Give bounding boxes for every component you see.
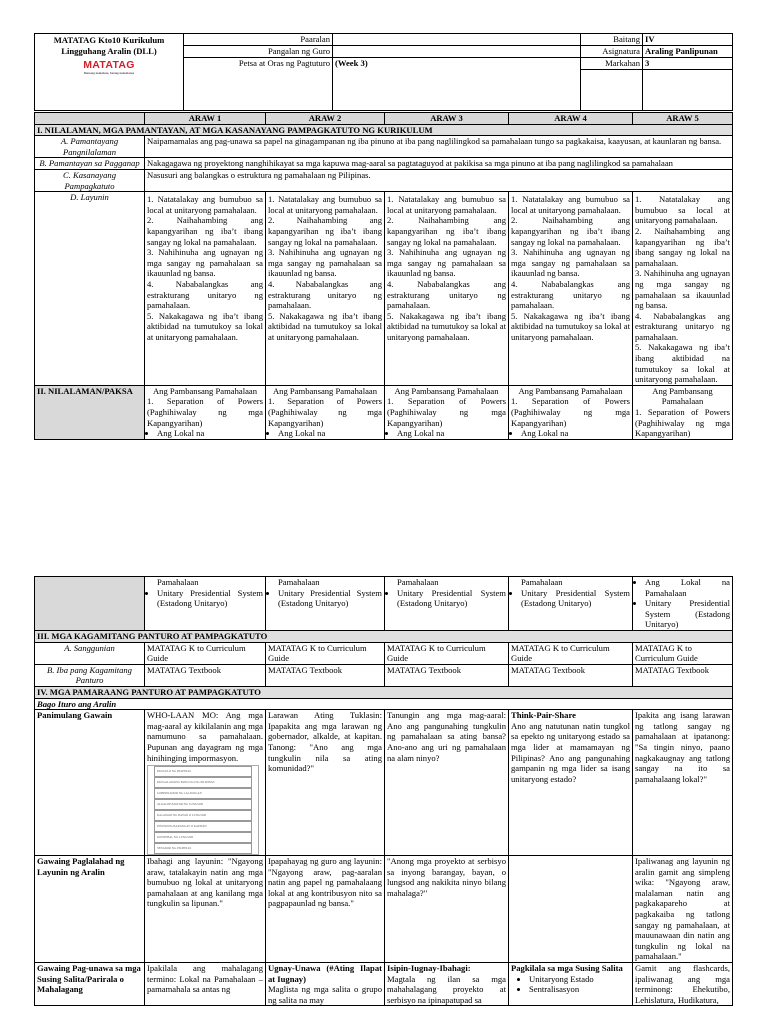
leaders-diagram — [147, 765, 259, 855]
layunin-day4 — [509, 192, 633, 386]
isipin-text: Magtala ng ilan sa mga mahahalagang proyekto at serbisyo na ipinapatupad sa — [387, 973, 506, 1005]
kagamitan-day4: MATATAG Textbook — [509, 664, 633, 686]
ugnay-title: Ugnay-Unawa (#Ating Ilapat at Iugnay) — [268, 963, 382, 984]
logo-text: MATATAG — [83, 59, 135, 71]
dll-table-page2 — [34, 576, 733, 1006]
pagunawa-day5: Gamit ang flashcards, ipaliwanag ang mga terminong: Ehekutibo, Lehislatura, Hudikatura, — [633, 963, 733, 1006]
diagram-row: KONSEHAL NG LUNGSOD — [154, 832, 252, 843]
kagamitan-day1: MATATAG Textbook — [145, 664, 266, 686]
petsa-label: Petsa at Oras ng Pagtuturo — [184, 57, 333, 110]
bullet-item: • Ang Lokal na Pamahalaan — [645, 577, 730, 598]
guro-value[interactable] — [333, 45, 581, 57]
nilalaman-bullets — [387, 588, 506, 609]
asignatura-value: Araling Panlipunan — [643, 45, 733, 57]
nilalaman-title: Ang Pambansang Pamahalaan — [394, 385, 499, 396]
section3-title: III. MGA KAGAMITANG PANTURO AT PAMPAGKATUTO — [35, 630, 733, 642]
bullet-item: • Ang Lokal na — [397, 428, 506, 439]
nilalaman-bullets — [635, 577, 730, 630]
nilalaman-bullets — [268, 428, 382, 439]
section1-title: I. NILALAMAN, MGA PAMANTAYAN, AT MGA KASANAYANG PAMPAGKATUTO NG KURIKULUM — [35, 124, 733, 136]
nilalaman-bullets — [268, 588, 382, 609]
panimula-text: WHO-LAAN MO: Ang mga mag-aaral ay kikilalanin ang mga namumuno sa pamahalaan. Pupunan ang dayagram ng mga hinihinging impormasyon. — [147, 710, 263, 763]
objective: 2. Naihahambing ang kapangyarihan ng iba’t ibang sangay ng lokal na pamahalaan. — [635, 225, 730, 268]
objective: 3. Nahihinuha ang ugnayan ng mga sangay ng pamahalaan sa ikauunlad ng bansa. — [511, 247, 630, 279]
diagram-row: SENADOR NG PILIPINAS — [154, 843, 252, 854]
objective: 3. Nahihinuha ang ugnayan ng mga sangay ng pamahalaan sa ikauunlad ng bansa. — [387, 247, 506, 279]
bullet-item: • Ang Lokal na — [157, 428, 263, 439]
layunin-day2 — [266, 192, 385, 386]
pamantayan-pagganap-text: Nakagagawa ng proyektong nanghihikayat sa mga kapuwa mag-aaral sa pagtataguyod at pakikisa sa mga pinuno at iba pang naglilingkod sa pamahalaan — [145, 158, 733, 170]
objective: 4. Nababalangkas ang estrakturang unitaryo ng pamahalaan. — [147, 278, 263, 311]
day-header-1: ARAW 1 — [145, 113, 266, 125]
bullet-item: • Unitary Presidential System (Estadong Unitaryo) — [645, 598, 730, 630]
day-header-5: ARAW 5 — [633, 113, 733, 125]
objective: 2. Naihahambing ang kapangyarihan ng iba’t ibang sangay ng lokal na pamahalaan. — [387, 215, 506, 247]
school-title: MATATAG Kto10 Kurikulum Lingguhang Aralin (DLL) — [53, 35, 165, 56]
objective: 1. Natatalakay ang bumubuo sa local at unitaryong pamahalaan. — [268, 194, 382, 215]
objective: 1. Natatalakay ang bumubuo sa local at unitaryong pamahalaan. — [147, 194, 263, 215]
markahan-label: Markahan — [581, 57, 643, 69]
week-label: (Week 3) — [333, 57, 581, 110]
paglalahad-day3: "Anong mga proyekto at serbisyo sa inyong barangay, bayan, o lungsod ang nakikita ninyo bilang mahalaga?" — [385, 856, 509, 963]
sanggunian-day5: MATATAG K to Curriculum Guide — [633, 642, 733, 664]
objective: 5. Nakakagawa ng iba’t ibang aktibidad na tumutukoy sa lokal at unitaryong pamahalaan. — [635, 342, 730, 385]
objective: 4. Nababalangkas ang estrakturang unitaryo ng pamahalaan. — [268, 278, 382, 311]
nilalaman-item: 1. Separation of Powers (Paghihiwalay ng mga Kapangyarihan) — [147, 396, 263, 428]
objective: 2. Naihahambing ang kapangyarihan ng iba’t ibang sangay ng lokal na pamahalaan. — [511, 215, 630, 247]
think-pair-share-text: Ano ang natutunan natin tungkol sa epekto ng unitaryong estado sa mga lider at mamamayan ng Pilipinas? Ano ang pangunahing gampanin ng mga lider sa isang unitaryong estado? — [511, 720, 630, 784]
paglalahad-label: Gawaing Paglalahad ng Layunin ng Aralin — [35, 856, 145, 963]
kagamitan-label: B. Iba pang Kagamitang Panturo — [35, 664, 145, 686]
empty-cell — [643, 69, 733, 110]
pagunawa-day4 — [509, 963, 633, 1006]
nilalaman-day4 — [509, 385, 633, 439]
nilalaman-day3 — [385, 385, 509, 439]
pagunawa-label: Gawaing Pag-unawa sa mga Susing Salita/Parirala o Mahalagang — [35, 963, 145, 1006]
panimula-day4 — [509, 710, 633, 856]
pamantayang-pangnilalaman-label: A. Pamantayang Pangnilalaman — [35, 136, 145, 158]
bullet-item: • Unitary Presidential System (Estadong Unitaryo) — [157, 588, 263, 609]
nilalaman-day1 — [145, 385, 266, 439]
pamantayan-pagganap-label: B. Pamantayan sa Pagganap — [35, 158, 145, 170]
bullet-item: • Ang Lokal na — [521, 428, 630, 439]
paaralan-label: Paaralan — [184, 34, 333, 46]
nilalaman-cont-day4 — [509, 577, 633, 631]
objective: 5. Nakakagawa ng iba’t ibang aktibidad na tumutukoy sa lokal at unitaryong pamahalaan. — [387, 310, 506, 342]
bullet-cont: Pamahalaan — [397, 577, 439, 587]
paglalahad-day2: Ipapahayag ng guro ang layunin: "Ngayong araw, pag-aaralan natin ang papel ng pamahalaang lokal at ang kontribusyon nito sa pagpapaunlad ng bansa." — [266, 856, 385, 963]
nilalaman-title: Ang Pambansang Pamahalaan — [652, 385, 713, 407]
objective: 1. Natatalakay ang bumubuo sa local at unitaryong pamahalaan. — [511, 194, 630, 215]
day-header-3: ARAW 3 — [385, 113, 509, 125]
logo-tagline: Bansang makabata, batang makabansa — [83, 70, 135, 75]
sanggunian-day2: MATATAG K to Curriculum Guide — [266, 642, 385, 664]
header-table — [34, 33, 733, 111]
bullet-item: • Unitary Presidential System (Estadong Unitaryo) — [521, 588, 630, 609]
nilalaman-cont-day3 — [385, 577, 509, 631]
pagkilala-title: Pagkilala sa mga Susing Salita — [511, 963, 623, 974]
ugnay-text: Maglista ng mga salita o grupo ng salita na may — [268, 984, 382, 1005]
day-header-4: ARAW 4 — [509, 113, 633, 125]
objective: 2. Naihahambing ang kapangyarihan ng iba’t ibang sangay ng lokal na pamahalaan. — [268, 215, 382, 247]
objective: 3. Nahihinuha ang ugnayan ng mga sangay ng pamahalaan sa ikauunlad ng bansa. — [147, 247, 263, 279]
diagram-row: GOBERNADOR NG LALAWIGAN — [154, 788, 252, 799]
baitang-label: Baitang — [581, 34, 643, 46]
nilalaman-cont-day1 — [145, 577, 266, 631]
layunin-label: D. Layunin — [35, 192, 145, 386]
objective: 1. Natatalakay ang bumubuo sa local at unitaryong pamahalaan. — [387, 194, 506, 215]
nilalaman-title: Ang Pambansang Pamahalaan — [152, 385, 258, 396]
nilalaman-item: 1. Separation of Powers (Paghihiwalay ng mga Kapangyarihan) — [635, 407, 730, 439]
pamantayang-pangnilalaman-text: Naipamamalas ang pag-unawa sa papel na ginagampanan ng iba pinuno at iba pang naglilingkod sa pamahalaan tungo sa pagkakaisa, kaayusan, at kaunlaran ng bansa. — [145, 136, 733, 158]
paglalahad-day5: Ipaliwanag ang layunin ng aralin gamit ang simpleng wika: "Ngayong araw, malalaman natin ang pagkakapareho at pagkakaiba ng tatlong sangay ng pamahalaan, at mauunawaan din natin ang tungkulin ng lokal na pamahalaan." — [633, 856, 733, 963]
panimula-day5: Ipakita ang isang larawan ng tatlong sangay ng pamahalaan at ipatanong: "Sa tingin ninyo, paano nagkakaugnay ang tatlong sangay na ito sa pamahalaang lokal?" — [633, 710, 733, 856]
baitang-value: IV — [643, 34, 733, 46]
isipin-title: Isipin-Iugnay-Ibahagi: — [387, 963, 471, 974]
kagamitan-day2: MATATAG Textbook — [266, 664, 385, 686]
pagunawa-day3 — [385, 963, 509, 1006]
kasanayang-text: Nasusuri ang balangkas o estruktura ng pamahalaan ng Pilipinas. — [145, 169, 733, 191]
day-header-2: ARAW 2 — [266, 113, 385, 125]
empty-label-cell — [35, 577, 145, 631]
objective: 4. Nababalangkas ang estrakturang unitaryo ng pamahalaan. — [511, 278, 630, 311]
section4-sub: Bago Ituro ang Aralin — [35, 698, 733, 710]
diagram-row: PANGULO NG PILIPINAS — [154, 766, 252, 777]
school-title-cell — [35, 34, 184, 111]
objective: 4. Nababalangkas ang estrakturang unitaryo ng pamahalaan. — [387, 278, 506, 311]
empty-cell — [581, 69, 643, 110]
asignatura-label: Asignatura — [581, 45, 643, 57]
objective: 1. Natatalakay ang bumubuo sa local at unitaryong pamahalaan. — [635, 194, 730, 226]
nilalaman-title: Ang Pambansang Pamahalaan — [272, 385, 378, 396]
paaralan-value[interactable] — [333, 34, 581, 46]
think-pair-share-title: Think-Pair-Share — [511, 710, 576, 721]
bullet-cont: Pamahalaan — [278, 577, 320, 587]
dll-table-page1 — [34, 112, 733, 440]
panimula-day2: Larawan Ating Tuklasin: Ipapakita ang mga larawan ng gobernador, alkalde, at kapitan. Tanong: "Ano ang mga tungkulin nila sa ating komunidad?" — [266, 710, 385, 856]
nilalaman-cont-day2 — [266, 577, 385, 631]
nilalaman-item: 1. Separation of Powers (Paghihiwalay ng mga Kapangyarihan) — [387, 396, 506, 428]
nilalaman-day2 — [266, 385, 385, 439]
layunin-day5 — [633, 192, 733, 386]
nilalaman-item: 1. Separation of Powers (Paghihiwalay ng mga Kapangyarihan) — [511, 396, 630, 428]
paglalahad-day1: Ibahagi ang layunin: "Ngayong araw, tatalakayin natin ang mga bumubuo ng lokal at unitaryong pamahalaan at ang kanilang mga tungkulin sa lipunan." — [145, 856, 266, 963]
panimula-day3: Tanungin ang mga mag-aaral: Ano ang pangunahing tungkulin ng pamahalaan sa ating bansa? Ano-ano ang uri ng pamahalaan na alam ninyo? — [385, 710, 509, 856]
pagunawa-day1: Ipakilala ang mahalagang termino: Lokal na Pamahalaan – pamamahala sa antas ng — [145, 963, 266, 1006]
sanggunian-day3: MATATAG K to Curriculum Guide — [385, 642, 509, 664]
objective: 2. Naihahambing ang kapangyarihan ng iba’t ibang sangay ng lokal na pamahalaan. — [147, 215, 263, 247]
page-2 — [0, 520, 768, 1024]
kasanayang-label: C. Kasanayang Pampagkatuto — [35, 169, 145, 191]
empty-corner — [35, 113, 145, 125]
nilalaman-title: Ang Pambansang Pamahalaan — [518, 385, 623, 396]
bullet-item: • Unitary Presidential System (Estadong Unitaryo) — [278, 588, 382, 609]
pagunawa-day2 — [266, 963, 385, 1006]
bullet-item: • Unitary Presidential System (Estadong Unitaryo) — [397, 588, 506, 609]
list-item: • Sentralisasyon — [529, 984, 630, 995]
layunin-day3 — [385, 192, 509, 386]
panimula-label: Panimulang Gawain — [35, 710, 145, 856]
paglalahad-day4 — [509, 856, 633, 963]
matatag-logo — [37, 60, 181, 75]
layunin-day1 — [145, 192, 266, 386]
pagkilala-list — [511, 974, 630, 995]
list-item: • Unitaryong Estado — [529, 974, 630, 985]
panimula-day1 — [145, 710, 266, 856]
objective: 3. Nahihinuha ang ugnayan ng mga sangay ng pamahalaan sa ikauunlad ng bansa. — [268, 247, 382, 279]
nilalaman-bullets — [511, 428, 630, 439]
nilalaman-bullets — [387, 428, 506, 439]
bullet-item: • Ang Lokal na — [278, 428, 382, 439]
section4-title: IV. MGA PAMARAANG PANTURO AT PAMPAGKATUTO — [35, 686, 733, 698]
bullet-cont: Pamahalaan — [521, 577, 563, 587]
diagram-row: PANGALAWANG PANGULO NG PILIPINAS — [154, 777, 252, 788]
nilalaman-cont-day5 — [633, 577, 733, 631]
nilalaman-label: II. NILALAMAN/PAKSA — [35, 385, 145, 439]
objective: 4. Nababalangkas ang estrakturang unitaryo ng pamahalaan. — [635, 310, 730, 342]
nilalaman-bullets — [147, 588, 263, 609]
kagamitan-day5: MATATAG Textbook — [633, 664, 733, 686]
diagram-row: KAGAWAD NG BAYAN O LUNGSOD — [154, 810, 252, 821]
objective: 5. Nakakagawa ng iba’t ibang aktibidad na tumutukoy sa lokal at unitaryong pamahalaan. — [511, 310, 630, 342]
nilalaman-item: 1. Separation of Powers (Paghihiwalay ng mga Kapangyarihan) — [268, 396, 382, 428]
sanggunian-day4: MATATAG K to Curriculum Guide — [509, 642, 633, 664]
nilalaman-bullets — [511, 588, 630, 609]
objective: 3. Nahihinuha ang ugnayan ng mga sangay ng pamahalaan sa ikauunlad ng bansa. — [635, 268, 730, 311]
objective: 5. Nakakagawa ng iba’t ibang aktibidad na tumutukoy sa lokal at unitaryong pamahalaan. — [147, 310, 263, 342]
nilalaman-bullets — [147, 428, 263, 439]
diagram-row: PINUNONG BARANGAY O KAPITAN — [154, 821, 252, 832]
kagamitan-day3: MATATAG Textbook — [385, 664, 509, 686]
sanggunian-label: A. Sanggunian — [35, 642, 145, 664]
sanggunian-day1: MATATAG K to Curriculum Guide — [145, 642, 266, 664]
objective: 5. Nakakagawa ng iba’t ibang aktibidad na tumutukoy sa lokal at unitaryong pamahalaan. — [268, 310, 382, 342]
guro-label: Pangalan ng Guro — [184, 45, 333, 57]
diagram-row: ALKALDE/MAYOR NG LUNGSOD — [154, 799, 252, 810]
markahan-value: 3 — [643, 57, 733, 69]
bullet-cont: Pamahalaan — [157, 577, 199, 587]
nilalaman-day5 — [633, 385, 733, 439]
